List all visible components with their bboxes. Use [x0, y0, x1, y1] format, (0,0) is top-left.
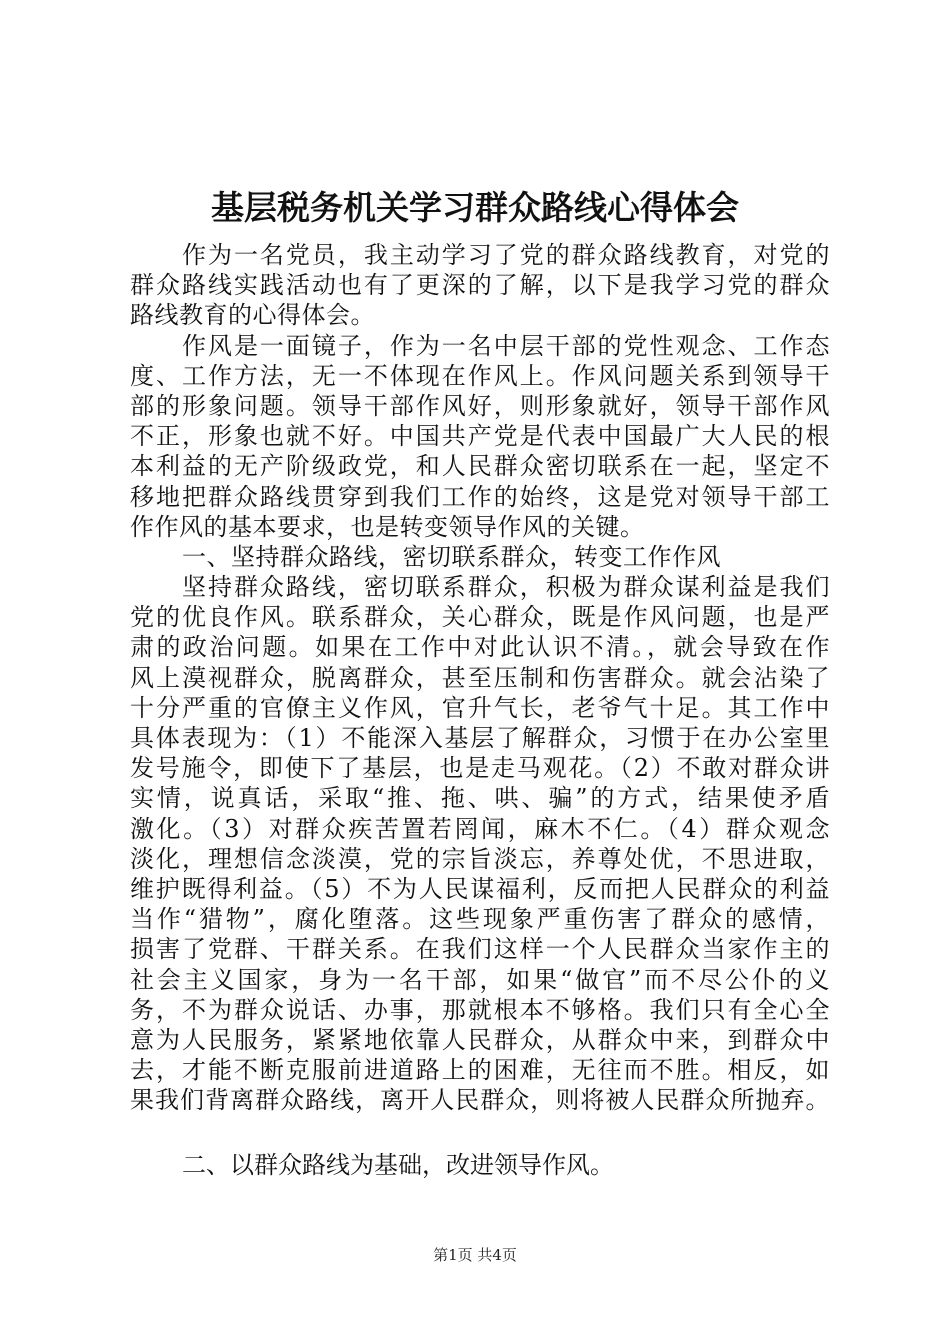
paragraph-2-line-3: 部的形象问题。领导干部作风好，则形象就好，领导干部作风 [130, 391, 830, 420]
paragraph-1-line-3: 路线教育的心得体会。 [130, 301, 375, 330]
paragraph-2-line-5: 本利益的无产阶级政党，和人民群众密切联系在一起，坚定不 [130, 452, 830, 481]
page-number-footer: 第1页 共4页 [433, 1246, 517, 1264]
paragraph-2-line-2: 度、工作方法，无一不体现在作风上。作风问题关系到领导干 [130, 361, 830, 390]
paragraph-3-line-8: 实情，说真话，采取“推、拖、哄、骗”的方式，结果使矛盾 [130, 784, 830, 813]
paragraph-3-line-14: 社会主义国家，身为一名干部，如果“做官”而不尽公仆的义 [130, 965, 830, 994]
paragraph-1-line-2: 群众路线实践活动也有了更深的了解，以下是我学习党的群众 [130, 271, 830, 300]
paragraph-2-line-4: 不正，形象也就不好。中国共产党是代表中国最广大人民的根 [130, 422, 830, 451]
paragraph-3-line-10: 淡化，理想信念淡漠，党的宗旨淡忘，养尊处优，不思进取， [130, 844, 830, 873]
paragraph-2-line-7: 作作风的基本要求，也是转变领导作风的关键。 [130, 512, 645, 541]
document-title: 基层税务机关学习群众路线心得体会 [211, 188, 739, 227]
paragraph-3-line-2: 党的优良作风。联系群众，关心群众，既是作风问题，也是严 [130, 603, 830, 632]
paragraph-3-line-5: 十分严重的官僚主义作风，官升气长，老爷气十足。其工作中 [130, 693, 830, 722]
paragraph-3-line-3: 肃的政治问题。如果在工作中对此认识不清。，就会导致在作 [130, 633, 830, 662]
section-two-heading: 二、以群众路线为基础，改进领导作风。 [182, 1151, 614, 1179]
paragraph-3-line-11: 维护既得利益。（5）不为人民谋福利，反而把人民群众的利益 [130, 874, 830, 903]
paragraph-3-line-7: 发号施令，即使下了基层，也是走马观花。（2）不敢对群众讲 [130, 754, 830, 783]
paragraph-3-line-13: 损害了党群、干群关系。在我们这样一个人民群众当家作主的 [130, 935, 830, 964]
paragraph-2-line-1: 作风是一面镜子，作为一名中层干部的党性观念、工作态 [182, 331, 830, 360]
paragraph-3-line-18: 果我们背离群众路线，离开人民群众，则将被人民群众所抛弃。 [130, 1086, 830, 1115]
section-one-heading: 一、坚持群众路线，密切联系群众，转变工作作风 [182, 542, 721, 571]
paragraph-2-line-6: 移地把群众路线贯穿到我们工作的始终，这是党对领导干部工 [130, 482, 830, 511]
paragraph-3-line-15: 务，不为群众说话、办事，那就根本不够格。我们只有全心全 [130, 995, 830, 1024]
paragraph-1-line-1: 作为一名党员，我主动学习了党的群众路线教育，对党的 [182, 241, 830, 269]
paragraph-3-line-12: 当作“猎物”，腐化堕落。这些现象严重伤害了群众的感情， [130, 905, 830, 934]
document-body [130, 240, 830, 1115]
paragraph-3-line-4: 风上漠视群众，脱离群众，甚至压制和伤害群众。就会沾染了 [130, 663, 830, 692]
paragraph-3-line-17: 去，才能不断克服前进道路上的困难，无往而不胜。相反，如 [130, 1056, 830, 1085]
paragraph-3-line-9: 激化。（3）对群众疾苦置若罔闻，麻木不仁。（4）群众观念 [130, 814, 830, 843]
paragraph-3-line-6: 具体表现为：（1）不能深入基层了解群众，习惯于在办公室里 [130, 724, 830, 752]
paragraph-3-line-16: 意为人民服务，紧紧地依靠人民群众，从群众中来，到群众中 [130, 1025, 830, 1054]
paragraph-3-line-1: 坚持群众路线，密切联系群众，积极为群众谋利益是我们 [182, 573, 830, 602]
